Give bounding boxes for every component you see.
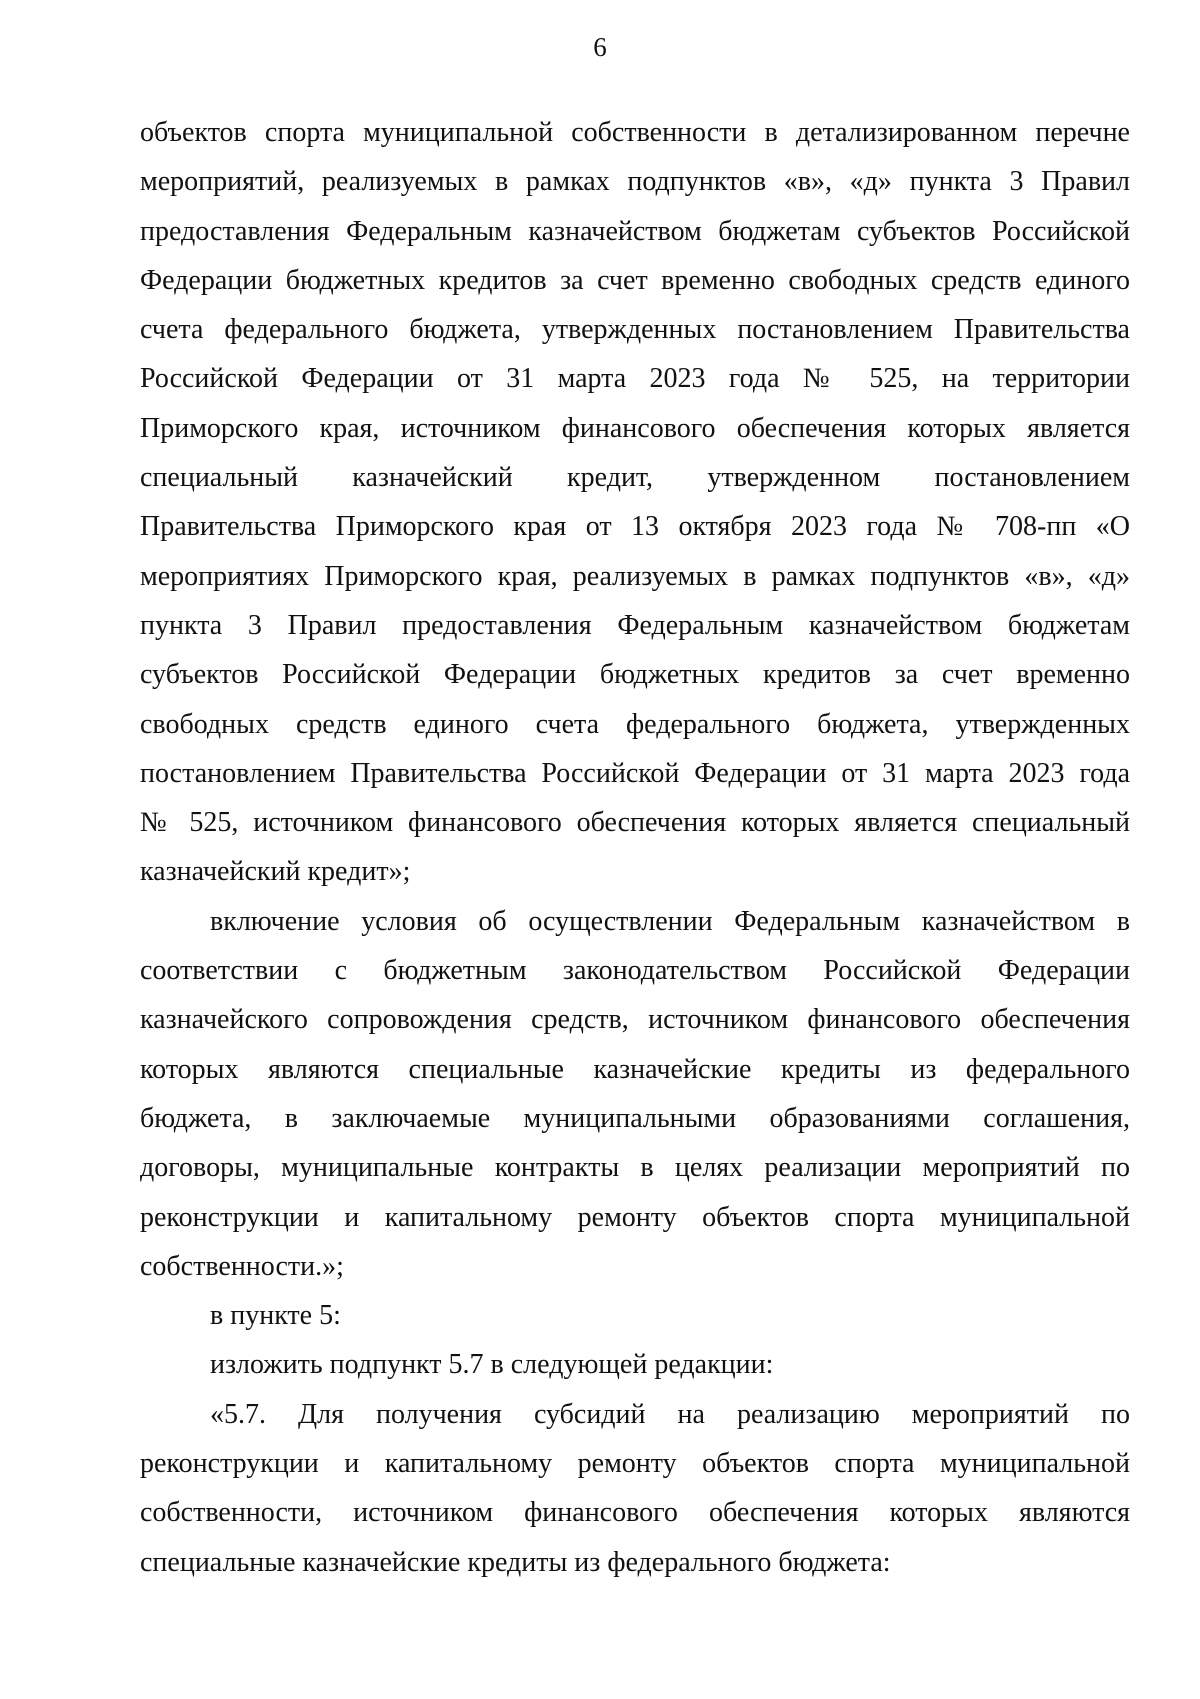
text-line: мероприятиях Приморского края, реализуемых в рамках подпунктов «в», «д»	[140, 560, 1130, 592]
text-line: собственности.»;	[140, 1250, 344, 1282]
text-line: «5.7. Для получения субсидий на реализацию мероприятий по	[210, 1398, 1130, 1430]
text-line: бюджета, в заключаемые муниципальными образованиями соглашения,	[140, 1102, 1130, 1134]
text-line: изложить подпункт 5.7 в следующей редакции:	[210, 1349, 774, 1381]
text-line: счета федерального бюджета, утвержденных постановлением Правительства	[140, 314, 1130, 346]
text-line: в пункте 5:	[210, 1300, 341, 1332]
text-line: специальный казначейский кредит, утвержденном постановлением	[140, 462, 1130, 494]
text-line: постановлением Правительства Российской Федерации от 31 марта 2023 года	[140, 757, 1130, 789]
text-line: Федерации бюджетных кредитов за счет временно свободных средств единого	[140, 264, 1130, 296]
text-line: пункта 3 Правил предоставления Федеральным казначейством бюджетам	[140, 609, 1130, 641]
text-line: договоры, муниципальные контракты в целях реализации мероприятий по	[140, 1152, 1130, 1184]
page-number: 6	[593, 32, 607, 62]
text-line: которых являются специальные казначейские кредиты из федерального	[140, 1053, 1130, 1085]
document-body	[140, 108, 1130, 1587]
text-line: реконструкции и капитальному ремонту объектов спорта муниципальной	[140, 1448, 1130, 1480]
text-line: специальные казначейские кредиты из федерального бюджета:	[140, 1546, 891, 1578]
text-line: Приморского края, источником финансового обеспечения которых является	[140, 412, 1130, 444]
text-line: казначейский кредит»;	[140, 856, 411, 888]
text-line: Правительства Приморского края от 13 октября 2023 года № 708-пп «О	[140, 511, 1130, 543]
text-line: предоставления Федеральным казначейством бюджетам субъектов Российской	[140, 215, 1130, 247]
text-line: свободных средств единого счета федерального бюджета, утвержденных	[140, 708, 1130, 740]
text-line: казначейского сопровождения средств, источником финансового обеспечения	[140, 1004, 1130, 1036]
text-line: собственности, источником финансового обеспечения которых являются	[140, 1497, 1130, 1529]
text-line: включение условия об осуществлении Федеральным казначейством в	[210, 905, 1130, 937]
text-line: № 525, источником финансового обеспечения которых является специальный	[140, 807, 1130, 839]
text-line: соответствии с бюджетным законодательством Российской Федерации	[140, 955, 1130, 987]
text-line: субъектов Российской Федерации бюджетных кредитов за счет временно	[140, 659, 1130, 691]
text-line: объектов спорта муниципальной собственности в детализированном перечне	[140, 117, 1130, 148]
text-line: мероприятий, реализуемых в рамках подпунктов «в», «д» пункта 3 Правил	[140, 166, 1130, 198]
text-line: реконструкции и капитальному ремонту объектов спорта муниципальной	[140, 1201, 1130, 1233]
text-line: Российской Федерации от 31 марта 2023 года № 525, на территории	[140, 363, 1130, 395]
